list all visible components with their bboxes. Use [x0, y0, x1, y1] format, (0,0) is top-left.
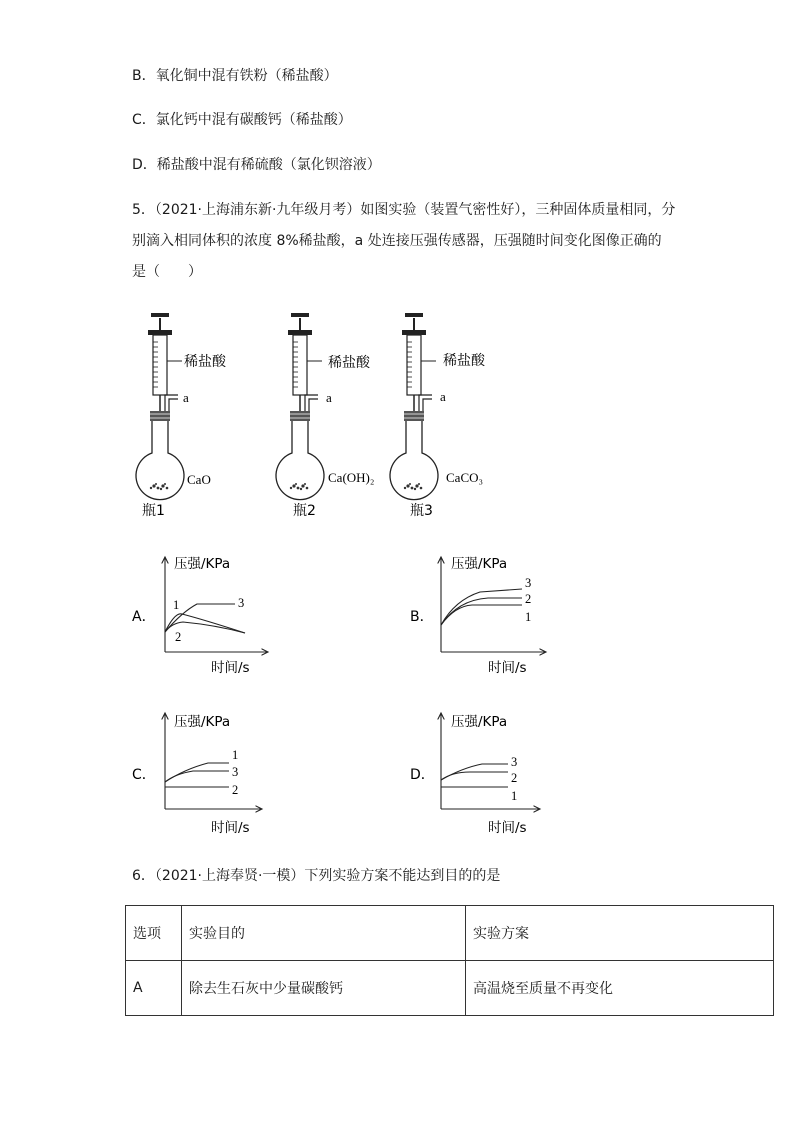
- graph-d-ylabel: 压强/KPa: [451, 714, 508, 730]
- graph-b-option: B．: [410, 609, 434, 625]
- q5-stem-line1: 5．（2021·上海浦东新·九年级月考）如图实验（装置气密性好），三种固体质量相同，分: [132, 202, 676, 218]
- row-option: A: [126, 961, 182, 1016]
- graph-d-label-3: 3: [511, 755, 518, 769]
- graph-c-ylabel: 压强/KPa: [174, 714, 231, 730]
- row-plan: 高温烧至质量不再变化: [466, 961, 774, 1016]
- q6-stem: 6．（2021·上海奉贤·一模）下列实验方案不能达到目的的是: [132, 868, 501, 884]
- acid-label-2: 稀盐酸: [328, 355, 370, 371]
- port-label-3: a: [440, 389, 446, 404]
- acid-label-1: 稀盐酸: [184, 354, 226, 370]
- graph-b-curve-3: [441, 589, 522, 625]
- graph-a-option: A．: [132, 609, 156, 625]
- graph-b-curve-2: [441, 598, 522, 625]
- solid-label-1: CaO: [187, 472, 211, 487]
- flask-label-1: 瓶1: [142, 503, 165, 519]
- graph-d-label-2: 2: [511, 771, 518, 785]
- table-row: [126, 961, 774, 1016]
- graph-b-xlabel: 时间/s: [488, 660, 527, 676]
- graph-b-label-3: 3: [525, 576, 532, 590]
- graph-d-xlabel: 时间/s: [488, 820, 527, 836]
- graph-c-label-2: 2: [232, 783, 239, 797]
- graph-b-label-2: 2: [525, 592, 532, 606]
- graph-a-label-2: 2: [175, 630, 182, 644]
- graph-d: [410, 713, 540, 836]
- graph-c-curve-1: [165, 763, 229, 782]
- q5-stem-line2: 别滴入相同体积的浓度 8%稀盐酸，a 处连接压强传感器，压强随时间变化图像正确的: [132, 233, 662, 249]
- graph-c-option: C．: [132, 767, 156, 783]
- graph-c-curve-3: [165, 771, 229, 782]
- option-c: C．氯化钙中混有碳酸钙（稀盐酸）: [132, 112, 352, 128]
- flask-label-2: 瓶2: [293, 503, 316, 519]
- option-d: D．稀盐酸中混有稀硫酸（氯化钡溶液）: [132, 157, 381, 173]
- solid-label-3: CaCO₃: [446, 470, 484, 485]
- header-plan: 实验方案: [466, 906, 774, 961]
- row-purpose: 除去生石灰中少量碳酸钙: [182, 961, 466, 1016]
- graph-d-option: D．: [410, 767, 435, 783]
- solid-label-2: Ca(OH)₂: [328, 470, 375, 485]
- q5-stem-line3: 是（ ）: [132, 264, 202, 280]
- graph-c-label-3: 3: [232, 765, 239, 779]
- option-b: B．氧化铜中混有铁粉（稀盐酸）: [132, 68, 338, 84]
- graph-a-label-3: 3: [238, 596, 245, 610]
- graph-b-label-1: 1: [525, 610, 532, 624]
- flask-label-3: 瓶3: [410, 503, 433, 519]
- graph-b-ylabel: 压强/KPa: [451, 556, 508, 572]
- graph-a: [132, 556, 268, 676]
- graph-a-ylabel: 压强/KPa: [174, 556, 231, 572]
- header-option: 选项: [126, 906, 182, 961]
- port-label-1: a: [183, 390, 189, 405]
- header-purpose: 实验目的: [182, 906, 466, 961]
- q6-table: [125, 905, 774, 1016]
- graph-c-label-1: 1: [232, 748, 239, 762]
- port-label-2: a: [326, 390, 332, 405]
- graph-a-xlabel: 时间/s: [211, 660, 250, 676]
- graph-c-xlabel: 时间/s: [211, 820, 250, 836]
- graph-b: [410, 556, 546, 676]
- graph-a-label-1: 1: [173, 598, 180, 612]
- graph-d-curve-2: [441, 772, 508, 780]
- acid-label-3: 稀盐酸: [443, 353, 485, 369]
- graph-d-label-1: 1: [511, 789, 518, 803]
- graph-c: [132, 713, 262, 836]
- table-header-row: [126, 906, 774, 961]
